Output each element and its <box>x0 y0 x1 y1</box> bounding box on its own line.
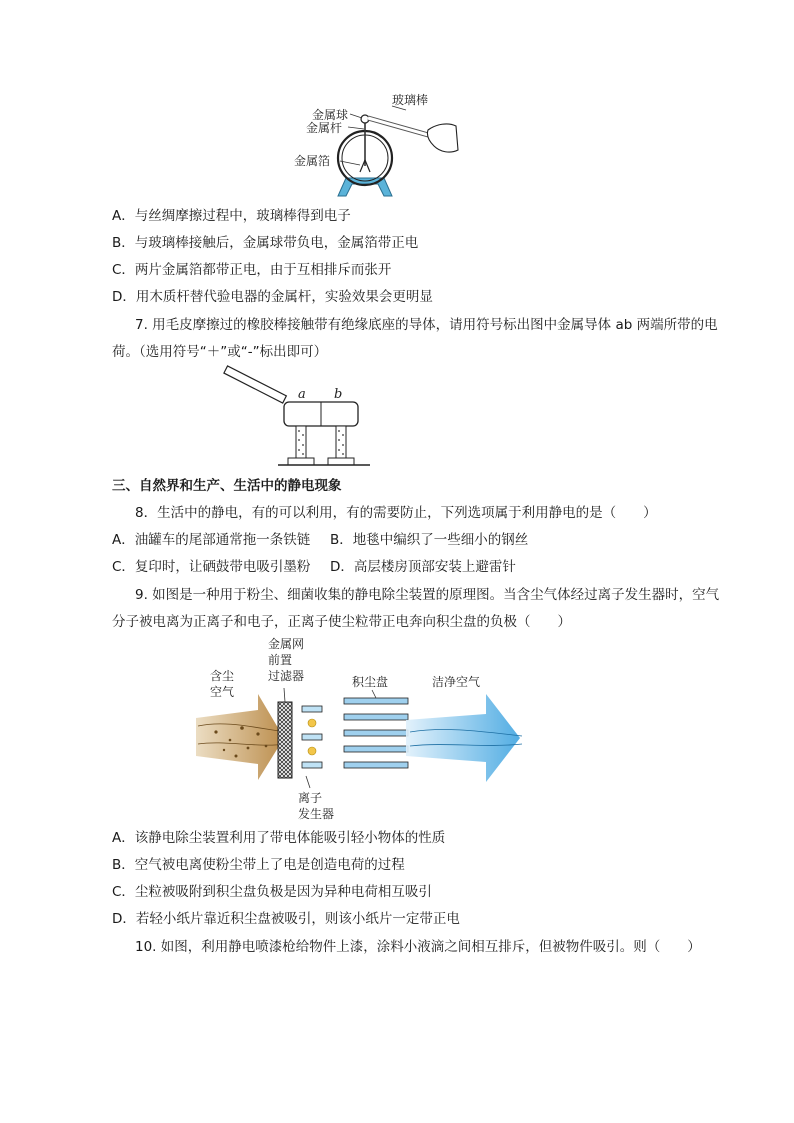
q6-option-d: D．用木质杆替代验电器的金属杆，实验效果会更明显 <box>112 289 433 305</box>
q8-stem: 8．生活中的静电，有的可以利用，有的需要防止，下列选项属于利用静电的是（ ） <box>135 505 657 521</box>
q10-stem: 10. 如图，利用静电喷漆枪给物件上漆，涂料小液滴之间相互排斥，但被物件吸引。则（ ） <box>135 939 701 955</box>
label-filter-2: 前置 <box>268 653 293 667</box>
q8-option-b: B．地毯中编织了一些细小的钢丝 <box>330 532 529 548</box>
q8-option-d: D．高层楼房顶部安装上避雷针 <box>330 559 516 575</box>
label-metal-foil: 金属箔 <box>294 154 331 168</box>
q8-option-c: C．复印时，让硒鼓带电吸引墨粉 <box>112 559 311 575</box>
q6-option-a: A．与丝绸摩擦过程中，玻璃棒得到电子 <box>112 208 351 224</box>
label-dusty-air-1: 含尘 <box>210 669 235 683</box>
q6-option-c: C．两片金属箔都带正电，由于互相排斥而张开 <box>112 262 392 278</box>
label-filter-1: 金属网 <box>268 637 305 651</box>
q9-option-b: B．空气被电离使粉尘带上了电是创造电荷的过程 <box>112 857 405 873</box>
q9-option-a: A．该静电除尘装置利用了带电体能吸引轻小物体的性质 <box>112 830 446 846</box>
label-ion-2: 发生器 <box>298 807 335 821</box>
q7-stem-line2: 荷。（选用符号“＋”或“-”标出即可） <box>112 344 328 360</box>
q9-stem-line2: 分子被电离为正离子和电子，正离子使尘粒带正电奔向积尘盘的负极（ ） <box>112 614 571 630</box>
label-glass-rod: 玻璃棒 <box>392 93 429 107</box>
conductor-figure <box>222 366 382 470</box>
electroscope-figure <box>280 88 480 200</box>
q9-option-c: C．尘粒被吸附到积尘盘负极是因为异种电荷相互吸引 <box>112 884 432 900</box>
q6-option-b: B．与玻璃棒接触后，金属球带负电，金属箔带正电 <box>112 235 419 251</box>
label-clean-air: 洁净空气 <box>432 675 481 689</box>
section-3-title: 三、自然界和生产、生活中的静电现象 <box>112 478 342 494</box>
label-plate: 积尘盘 <box>352 675 389 689</box>
q9-option-d: D．若轻小纸片靠近积尘盘被吸引，则该小纸片一定带正电 <box>112 911 460 927</box>
label-filter-3: 过滤器 <box>268 669 305 683</box>
label-a: a <box>298 387 306 402</box>
label-metal-rod: 金属杆 <box>306 121 343 135</box>
label-dusty-air-2: 空气 <box>210 685 235 699</box>
label-b: b <box>334 387 343 402</box>
label-metal-ball: 金属球 <box>312 108 349 122</box>
precipitator-figure <box>196 636 536 822</box>
q8-option-a: A．油罐车的尾部通常拖一条铁链 <box>112 532 311 548</box>
label-ion-1: 离子 <box>298 791 323 805</box>
q7-stem-line1: 7. 用毛皮摩擦过的橡胶棒接触带有绝缘底座的导体，请用符号标出图中金属导体 ab 两端所带的电 <box>135 317 718 333</box>
q9-stem-line1: 9. 如图是一种用于粉尘、细菌收集的静电除尘装置的原理图。当含尘气体经过离子发生器时，空气 <box>135 587 720 603</box>
